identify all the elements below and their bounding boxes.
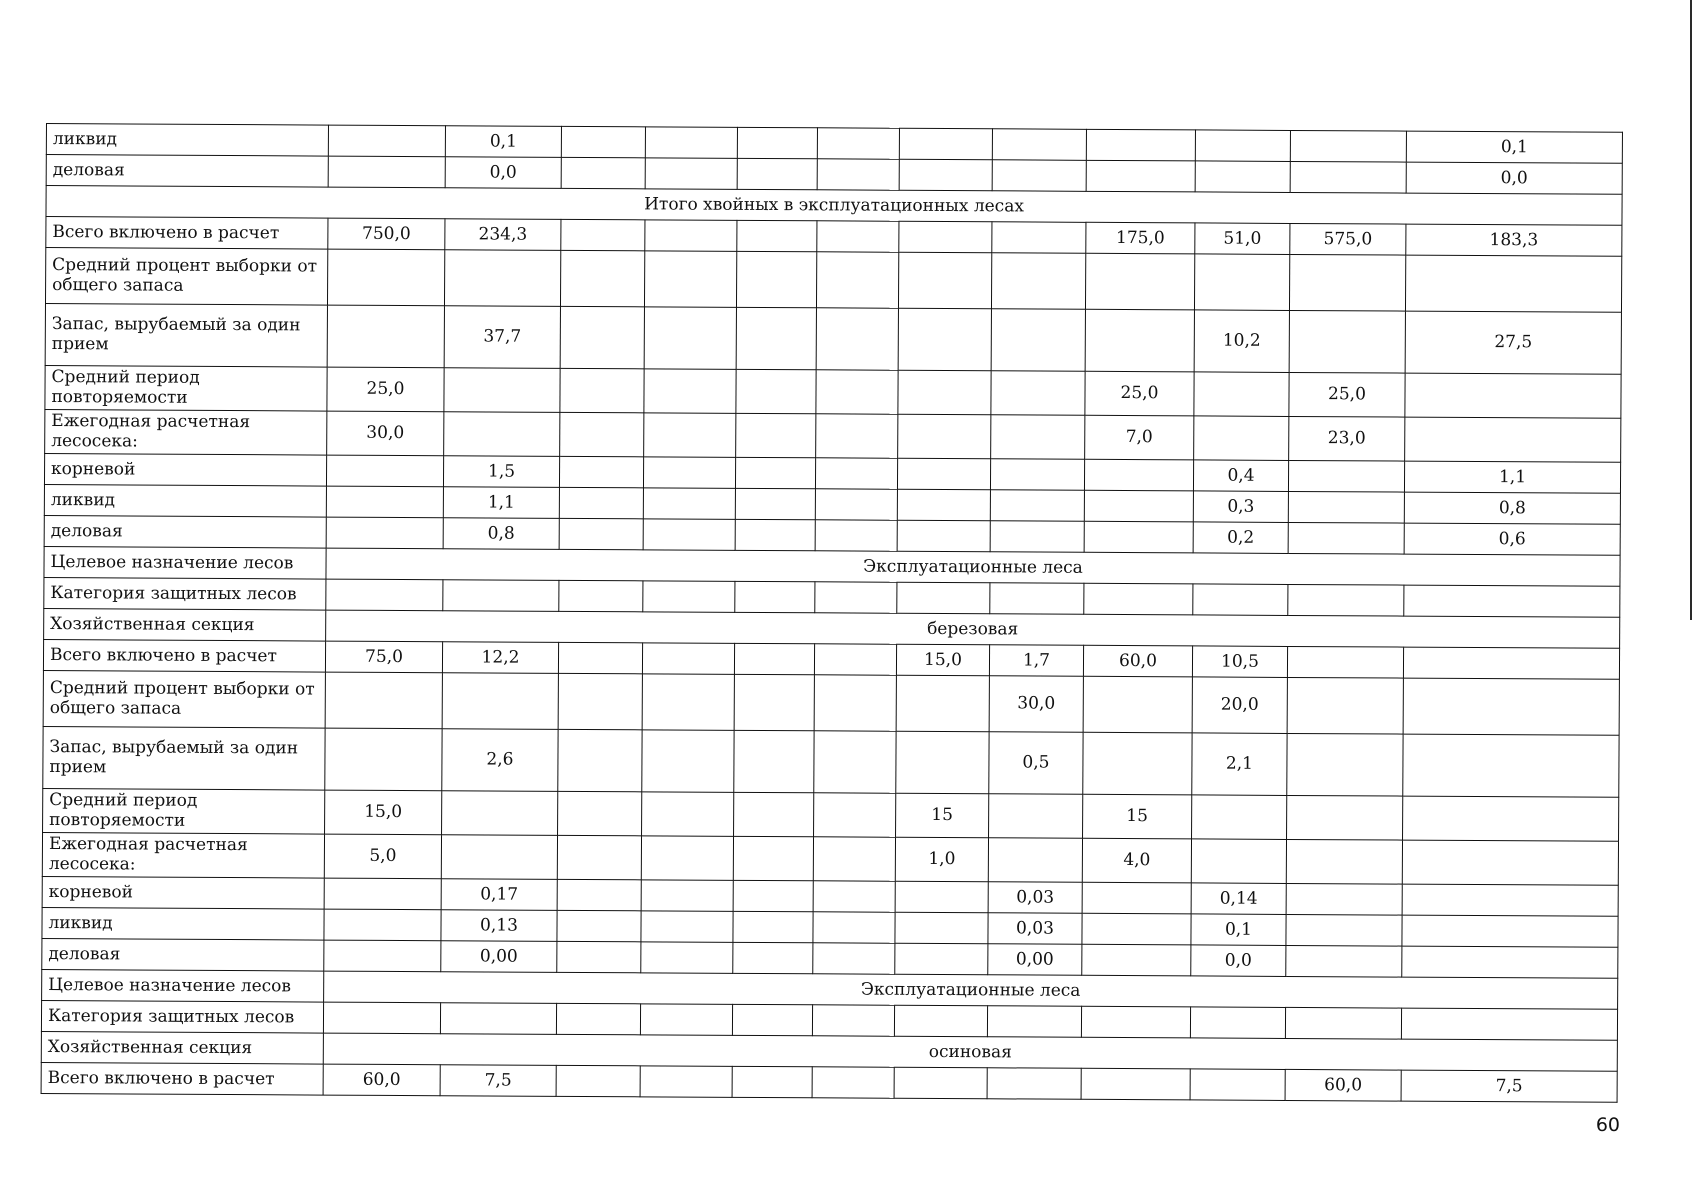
table-cell xyxy=(323,1002,440,1034)
row-label: Средний процент выборки от общего запаса xyxy=(45,248,327,306)
row-label: Всего включено в расчет xyxy=(43,639,325,672)
table-cell xyxy=(560,306,644,368)
table-cell xyxy=(1402,915,1618,947)
table-cell: 175,0 xyxy=(1086,222,1195,254)
table-cell xyxy=(732,1004,812,1035)
table-cell xyxy=(990,459,1084,491)
table-cell xyxy=(814,675,896,731)
row-label: ликвид xyxy=(44,484,326,517)
calculation-table xyxy=(41,123,1623,1103)
table-cell xyxy=(737,220,817,251)
row-label: ликвид xyxy=(46,124,328,157)
section-header-cell: Итого хвойных в эксплуатационных лесах xyxy=(46,186,1622,226)
table-cell xyxy=(1402,884,1618,916)
table-cell: 0,8 xyxy=(443,518,559,550)
table-cell xyxy=(641,836,733,881)
table-cell xyxy=(327,305,444,368)
table-cell xyxy=(733,880,813,911)
table-cell xyxy=(733,942,813,973)
table-cell xyxy=(440,1003,556,1035)
table-cell: 10,2 xyxy=(1194,310,1289,373)
table-cell: 37,7 xyxy=(444,306,560,369)
table-cell xyxy=(817,159,899,190)
row-label: Категория защитных лесов xyxy=(41,1000,323,1033)
table-cell: 0,14 xyxy=(1191,883,1286,915)
table-cell xyxy=(561,219,645,250)
table-cell xyxy=(644,369,736,414)
table-cell xyxy=(817,128,899,159)
table-cell xyxy=(1287,646,1403,678)
table-cell xyxy=(1405,255,1621,312)
table-cell xyxy=(992,222,1086,254)
table-cell xyxy=(644,307,736,370)
table-cell xyxy=(736,307,816,369)
table-cell xyxy=(816,308,898,370)
table-cell xyxy=(816,252,898,308)
table-cell xyxy=(559,580,643,611)
table-cell xyxy=(895,943,988,975)
table-cell xyxy=(1289,310,1405,373)
table-cell xyxy=(1084,583,1193,615)
table-cell xyxy=(991,309,1085,372)
table-cell xyxy=(1286,883,1402,915)
table-cell xyxy=(816,370,898,414)
table-cell xyxy=(1190,1007,1285,1039)
table-cell: 51,0 xyxy=(1195,223,1290,255)
table-cell: 0,0 xyxy=(445,157,561,189)
row-label: Всего включено в расчет xyxy=(46,217,328,250)
table-cell xyxy=(561,126,645,157)
table-cell: 0,4 xyxy=(1193,460,1288,492)
table-cell xyxy=(813,837,895,881)
table-cell: 60,0 xyxy=(323,1064,440,1096)
table-cell xyxy=(1402,946,1618,978)
table-container xyxy=(41,123,1622,1103)
table-cell xyxy=(444,250,560,307)
table-cell xyxy=(557,941,641,972)
table-cell xyxy=(896,731,989,794)
table-cell: 4,0 xyxy=(1082,838,1191,883)
table-cell: 0,3 xyxy=(1193,491,1288,523)
table-cell xyxy=(987,1006,1081,1038)
table-cell xyxy=(1403,796,1619,841)
table-cell: 23,0 xyxy=(1289,416,1405,461)
table-cell: 1,0 xyxy=(895,837,988,882)
table-cell xyxy=(894,1067,987,1099)
table-cell: 5,0 xyxy=(324,834,441,879)
table-cell xyxy=(328,125,445,157)
table-cell: 0,6 xyxy=(1404,523,1620,555)
page-number: 60 xyxy=(1595,1114,1620,1136)
table-cell xyxy=(734,674,814,730)
table-cell xyxy=(1084,490,1193,522)
table-cell xyxy=(817,221,899,252)
table-cell xyxy=(815,489,897,520)
table-cell: 183,3 xyxy=(1406,224,1622,256)
table-cell: 1,1 xyxy=(443,487,559,519)
table-cell xyxy=(813,912,895,943)
table-cell xyxy=(813,881,895,912)
row-label: Запас, вырубаемый за один прием xyxy=(43,726,325,790)
row-label: деловая xyxy=(44,515,326,548)
table-cell xyxy=(327,249,444,306)
table-cell: 0,00 xyxy=(441,941,557,973)
table-cell: 0,0 xyxy=(1406,162,1622,194)
table-cell: 1,5 xyxy=(443,456,559,488)
row-label: деловая xyxy=(42,938,324,971)
table-cell xyxy=(897,458,990,490)
table-cell xyxy=(1195,130,1290,162)
table-cell xyxy=(990,521,1084,553)
table-cell xyxy=(643,488,735,520)
table-cell xyxy=(645,158,737,190)
table-cell xyxy=(1086,160,1195,192)
table-cell xyxy=(559,518,643,549)
row-label: Средний процент выборки от общего запаса xyxy=(43,670,325,728)
table-cell xyxy=(644,413,736,458)
table-row xyxy=(43,726,1619,797)
table-cell xyxy=(815,582,897,613)
table-cell xyxy=(1288,491,1404,523)
table-cell xyxy=(814,731,896,793)
table-cell xyxy=(989,794,1083,839)
table-cell: 27,5 xyxy=(1405,311,1621,374)
table-cell: 0,17 xyxy=(441,879,557,911)
row-label: Целевое назначение лесов xyxy=(42,969,324,1002)
table-cell xyxy=(642,730,734,793)
table-cell xyxy=(1401,1008,1617,1040)
table-cell xyxy=(1403,678,1619,735)
table-cell xyxy=(1288,460,1404,492)
table-cell xyxy=(442,673,558,730)
table-cell xyxy=(557,879,641,910)
table-cell: 15,0 xyxy=(896,644,989,676)
table-cell xyxy=(641,911,733,943)
table-cell xyxy=(642,643,734,675)
table-cell xyxy=(899,159,992,191)
table-cell xyxy=(735,457,815,488)
table-cell: 30,0 xyxy=(327,411,444,456)
table-cell xyxy=(1190,1069,1285,1101)
table-cell xyxy=(894,1005,987,1037)
table-cell xyxy=(443,580,559,612)
table-cell: 15,0 xyxy=(325,790,442,835)
table-cell xyxy=(1287,677,1403,734)
table-cell xyxy=(990,490,1084,522)
table-cell: 234,3 xyxy=(445,219,561,251)
table-cell xyxy=(1084,459,1193,491)
table-cell: 25,0 xyxy=(1085,371,1194,416)
table-row xyxy=(43,670,1619,735)
table-cell xyxy=(558,791,642,835)
table-cell xyxy=(326,486,443,518)
table-cell: 0,00 xyxy=(988,944,1082,976)
table-cell xyxy=(812,1005,894,1036)
table-cell xyxy=(1287,733,1403,796)
table-row xyxy=(45,303,1621,374)
table-cell xyxy=(992,129,1086,161)
table-cell xyxy=(1081,1006,1190,1038)
table-cell: 0,1 xyxy=(445,126,561,158)
table-cell: 0,13 xyxy=(441,910,557,942)
table-cell xyxy=(1192,795,1287,840)
table-cell: 60,0 xyxy=(1285,1069,1401,1101)
table-cell xyxy=(988,838,1082,883)
table-cell xyxy=(1403,734,1619,797)
table-cell xyxy=(1086,129,1195,161)
table-cell xyxy=(898,370,991,415)
table-body xyxy=(41,124,1622,1103)
table-cell xyxy=(444,368,560,413)
table-cell xyxy=(643,457,735,489)
table-cell xyxy=(812,1067,894,1098)
table-cell xyxy=(733,836,813,880)
row-label: ликвид xyxy=(42,907,324,940)
table-cell xyxy=(324,940,441,972)
table-cell xyxy=(1285,1007,1401,1039)
table-cell xyxy=(991,253,1085,310)
table-cell xyxy=(895,912,988,944)
table-cell xyxy=(1403,647,1619,679)
row-label: Целевое назначение лесов xyxy=(44,546,326,579)
table-cell xyxy=(557,835,641,879)
table-cell: 75,0 xyxy=(325,641,442,673)
table-cell xyxy=(734,730,814,792)
table-cell xyxy=(1083,732,1192,795)
table-cell xyxy=(1286,945,1402,977)
table-cell xyxy=(736,251,816,307)
table-cell xyxy=(1082,882,1191,914)
table-cell xyxy=(815,520,897,551)
table-cell: 0,5 xyxy=(989,732,1083,795)
table-cell xyxy=(814,793,896,837)
table-cell: 15 xyxy=(1083,794,1192,839)
row-label: деловая xyxy=(46,155,328,188)
table-cell xyxy=(641,942,733,974)
table-cell xyxy=(737,158,817,189)
table-cell xyxy=(557,910,641,941)
merged-value-cell: Эксплуатационные леса xyxy=(326,548,1620,586)
table-cell xyxy=(895,881,988,913)
table-cell: 25,0 xyxy=(327,367,444,412)
row-label: Средний период повторяемости xyxy=(45,365,327,411)
table-cell xyxy=(643,519,735,551)
table-cell xyxy=(1194,372,1289,417)
table-cell: 1,1 xyxy=(1404,461,1620,493)
table-cell xyxy=(1290,130,1406,162)
scan-edge-line xyxy=(1690,0,1692,620)
table-cell xyxy=(736,369,816,413)
table-cell xyxy=(896,675,989,732)
table-cell xyxy=(326,455,443,487)
table-cell xyxy=(1082,913,1191,945)
row-label: Всего включено в расчет xyxy=(41,1062,323,1095)
row-label: корневой xyxy=(42,876,324,909)
table-cell xyxy=(324,878,441,910)
table-cell xyxy=(1083,676,1192,733)
table-cell xyxy=(897,489,990,521)
table-cell: 0,03 xyxy=(988,913,1082,945)
table-cell xyxy=(1084,521,1193,553)
merged-value-cell: березовая xyxy=(326,610,1620,648)
table-cell: 0,8 xyxy=(1404,492,1620,524)
table-cell xyxy=(1402,840,1618,885)
table-cell xyxy=(442,791,558,836)
table-cell: 20,0 xyxy=(1192,677,1287,734)
table-cell xyxy=(559,456,643,487)
table-cell: 7,0 xyxy=(1085,415,1194,460)
table-cell xyxy=(642,674,734,731)
table-cell xyxy=(736,413,816,457)
table-cell xyxy=(1405,373,1621,418)
table-cell xyxy=(987,1068,1081,1100)
table-cell xyxy=(325,672,442,729)
table-cell xyxy=(642,792,734,837)
merged-value-cell: Эксплуатационные леса xyxy=(324,971,1618,1009)
table-cell xyxy=(991,415,1085,460)
table-cell xyxy=(1287,795,1403,840)
table-cell xyxy=(325,728,442,791)
table-cell xyxy=(1288,522,1404,554)
table-cell xyxy=(1194,416,1289,461)
table-cell xyxy=(1195,161,1290,193)
table-cell xyxy=(734,643,814,674)
table-cell xyxy=(1286,914,1402,946)
table-cell xyxy=(815,458,897,489)
table-cell xyxy=(645,220,737,252)
table-cell xyxy=(898,414,991,459)
table-cell xyxy=(813,943,895,974)
table-cell xyxy=(737,127,817,158)
table-cell xyxy=(735,488,815,519)
row-label: корневой xyxy=(44,453,326,486)
table-cell xyxy=(735,519,815,550)
table-cell xyxy=(1286,839,1402,884)
table-cell xyxy=(558,673,642,729)
table-cell xyxy=(560,412,644,456)
row-label: Средний период повторяемости xyxy=(43,788,325,834)
table-cell xyxy=(1289,254,1405,311)
row-label: Хозяйственная секция xyxy=(44,608,326,641)
table-cell xyxy=(1193,584,1288,616)
table-cell xyxy=(1082,944,1191,976)
table-cell xyxy=(897,520,990,552)
table-cell xyxy=(898,252,991,309)
table-cell xyxy=(732,1066,812,1097)
table-cell: 2,6 xyxy=(442,729,558,792)
table-cell xyxy=(899,221,992,253)
table-cell xyxy=(640,1066,732,1098)
table-cell xyxy=(326,579,443,611)
row-label: Категория защитных лесов xyxy=(44,577,326,610)
table-cell xyxy=(641,880,733,912)
table-cell xyxy=(561,157,645,188)
table-row xyxy=(45,248,1621,313)
table-cell xyxy=(1288,584,1404,616)
table-cell xyxy=(556,1003,640,1034)
table-cell: 10,5 xyxy=(1192,646,1287,678)
table-cell: 2,1 xyxy=(1192,733,1287,796)
table-cell xyxy=(559,487,643,518)
table-cell xyxy=(1085,309,1194,372)
table-cell xyxy=(897,582,990,614)
merged-value-cell: осиновая xyxy=(323,1033,1617,1071)
table-cell xyxy=(558,729,642,791)
table-cell xyxy=(814,644,896,675)
table-cell xyxy=(444,412,560,457)
table-cell xyxy=(643,581,735,613)
table-cell: 0,1 xyxy=(1406,131,1622,163)
table-cell xyxy=(441,835,557,880)
table-cell xyxy=(645,127,737,159)
table-cell: 7,5 xyxy=(1401,1070,1617,1102)
table-cell xyxy=(1191,839,1286,884)
table-cell xyxy=(556,1065,640,1096)
table-cell xyxy=(558,642,642,673)
table-cell: 60,0 xyxy=(1083,645,1192,677)
table-cell: 1,7 xyxy=(989,645,1083,677)
table-cell xyxy=(898,308,991,371)
table-cell: 0,03 xyxy=(988,882,1082,914)
table-cell xyxy=(1290,161,1406,193)
table-cell xyxy=(990,583,1084,615)
table-cell xyxy=(328,156,445,188)
table-cell: 30,0 xyxy=(989,676,1083,733)
table-cell xyxy=(326,517,443,549)
table-cell xyxy=(1404,585,1620,617)
row-label: Ежегодная расчетная лесосека: xyxy=(42,832,324,878)
table-cell: 25,0 xyxy=(1289,372,1405,417)
table-cell: 0,2 xyxy=(1193,522,1288,554)
table-cell xyxy=(992,160,1086,192)
table-cell: 0,0 xyxy=(1191,945,1286,977)
row-label: Ежегодная расчетная лесосека: xyxy=(45,409,327,455)
table-cell xyxy=(734,792,814,836)
table-cell xyxy=(733,911,813,942)
table-cell xyxy=(640,1004,732,1036)
table-cell xyxy=(1081,1068,1190,1100)
table-cell: 12,2 xyxy=(442,642,558,674)
row-label: Запас, вырубаемый за один прием xyxy=(45,303,327,367)
table-cell xyxy=(1085,253,1194,310)
table-cell: 0,1 xyxy=(1191,914,1286,946)
table-cell: 7,5 xyxy=(440,1065,556,1097)
table-cell xyxy=(644,251,736,308)
table-cell: 575,0 xyxy=(1290,223,1406,255)
table-cell xyxy=(324,909,441,941)
table-cell xyxy=(816,414,898,458)
table-cell xyxy=(991,371,1085,416)
table-cell xyxy=(560,250,644,306)
table-cell xyxy=(560,368,644,412)
table-cell: 15 xyxy=(896,793,989,838)
table-cell: 750,0 xyxy=(328,218,445,250)
table-cell xyxy=(899,128,992,160)
table-cell xyxy=(735,581,815,612)
table-cell xyxy=(1194,254,1289,311)
table-cell xyxy=(1405,417,1621,462)
row-label: Хозяйственная секция xyxy=(41,1031,323,1064)
